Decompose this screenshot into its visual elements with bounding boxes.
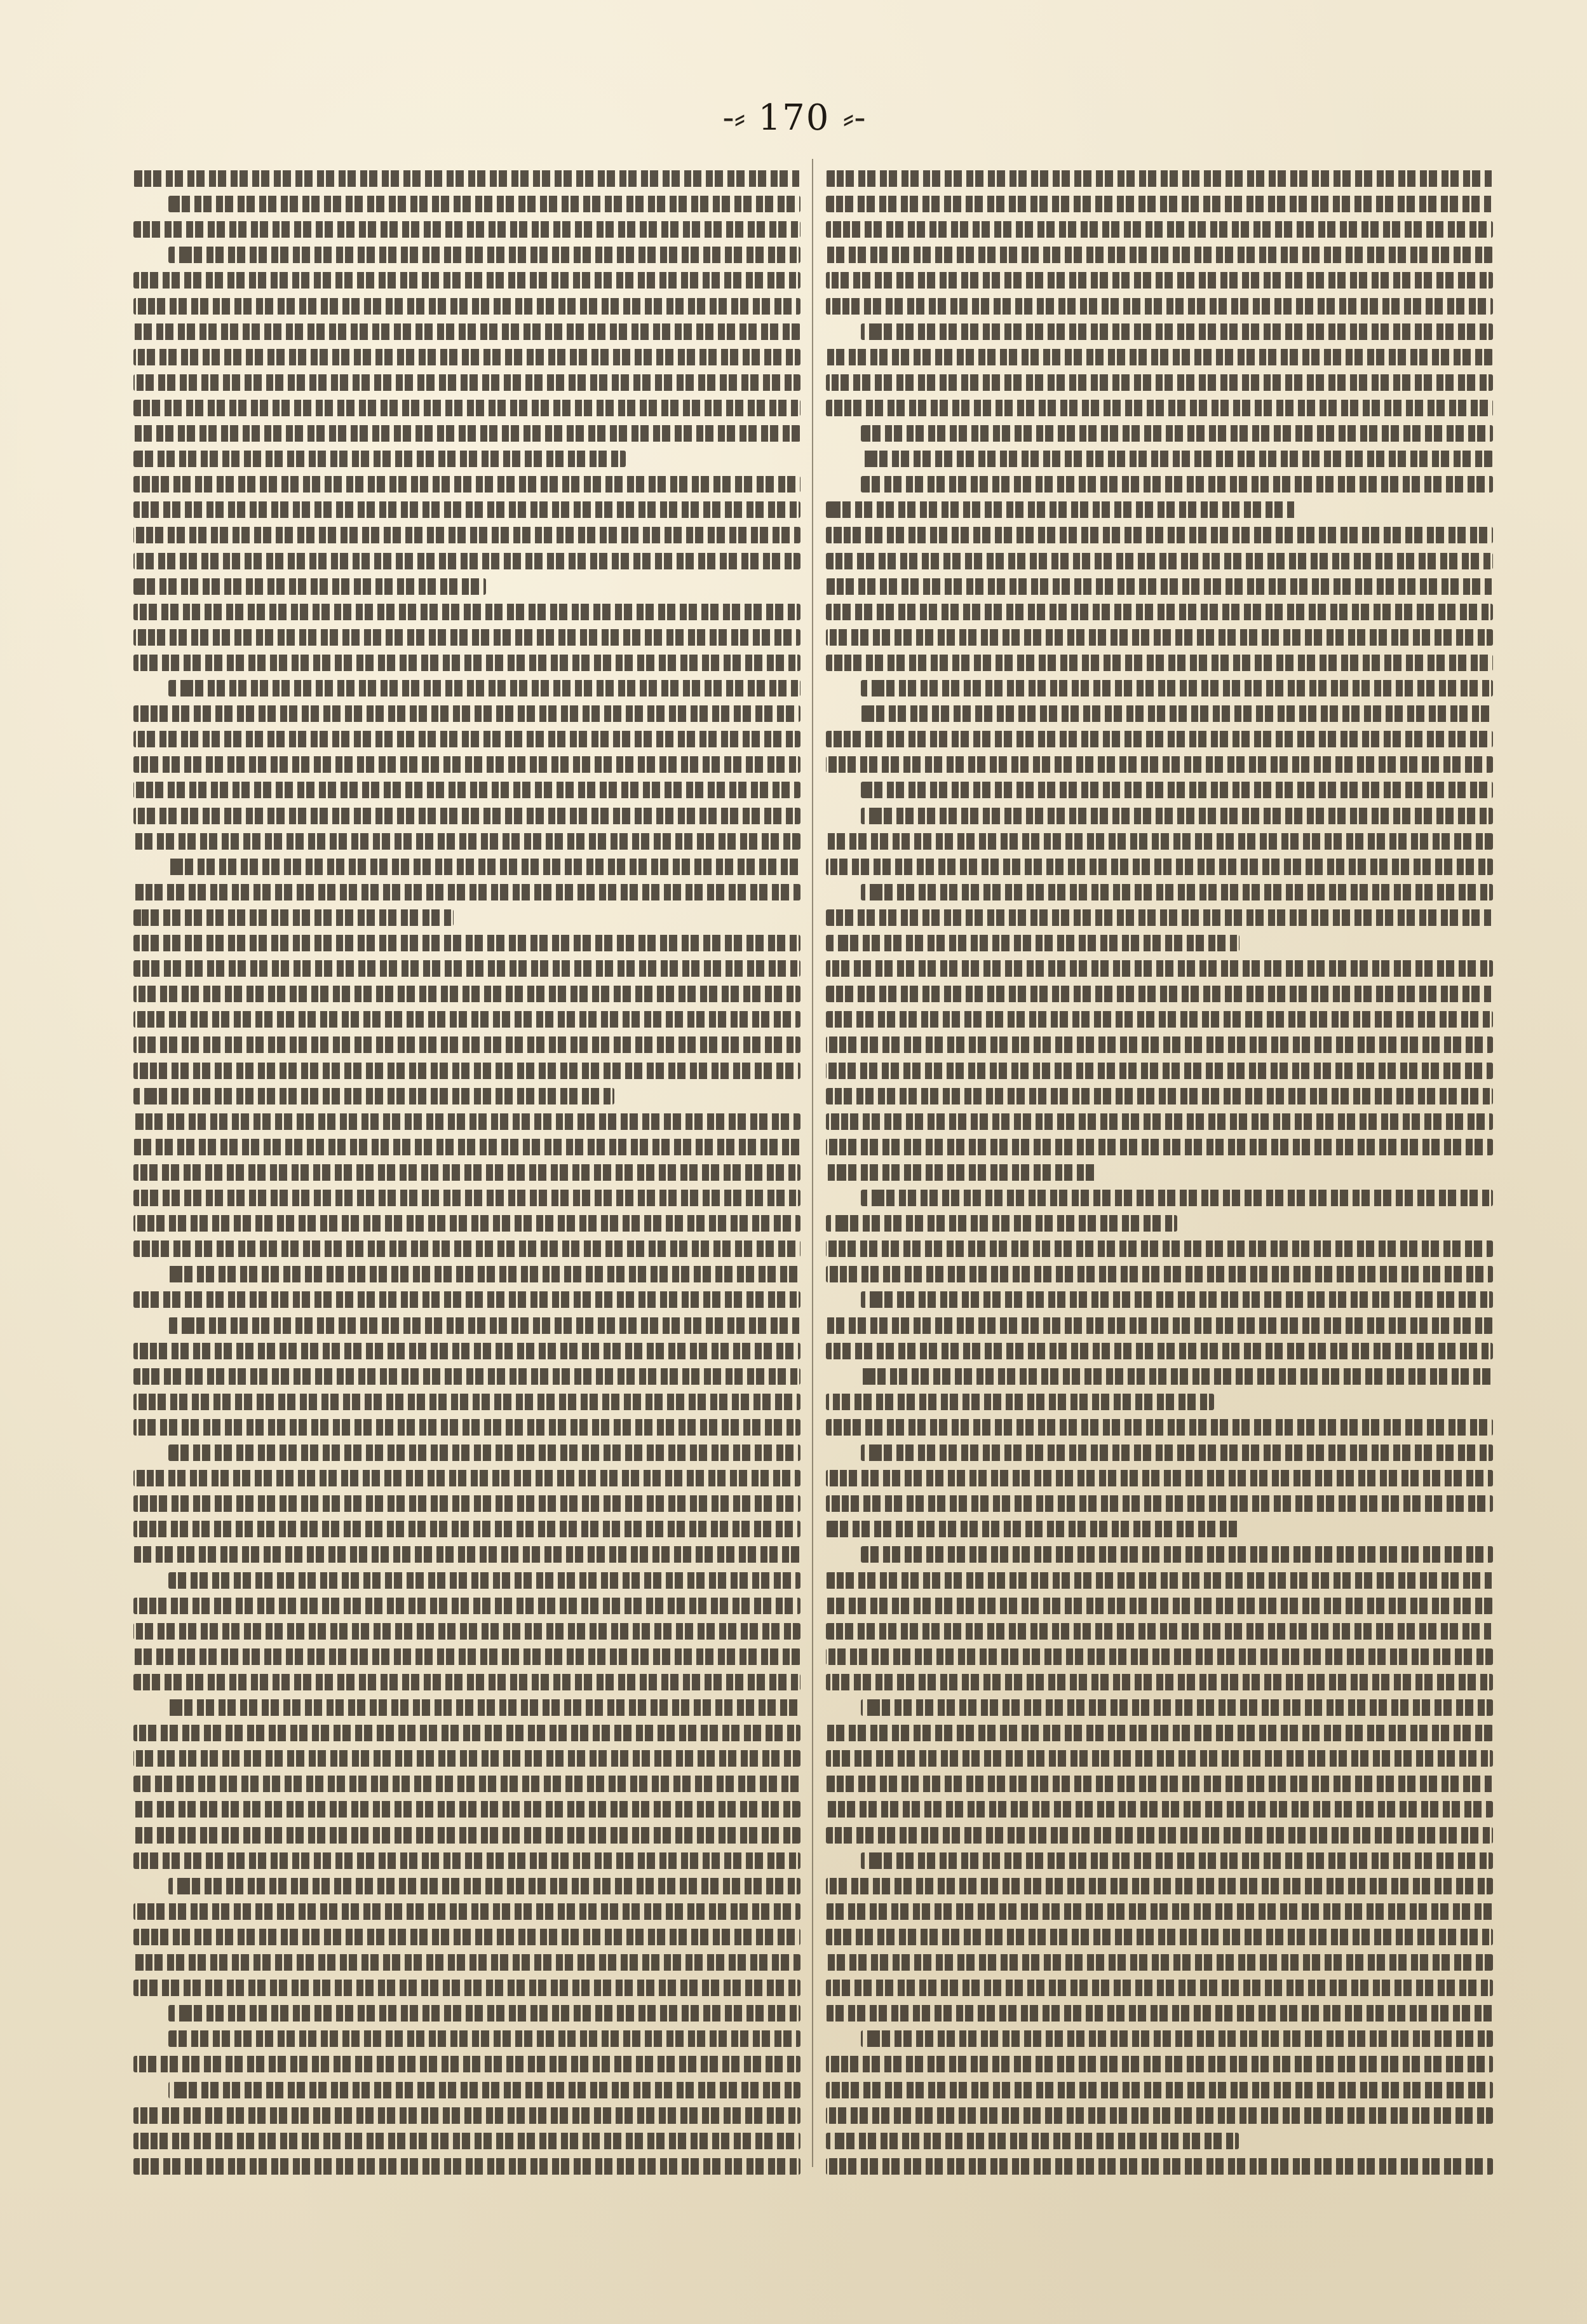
text-line <box>133 1215 800 1232</box>
text-line <box>861 2030 1493 2047</box>
text-line <box>133 986 800 1002</box>
text-line <box>168 859 800 875</box>
text-line <box>133 425 800 442</box>
text-line <box>133 553 800 569</box>
text-line <box>133 705 800 722</box>
text-line <box>861 323 1493 340</box>
text-line <box>826 1648 1493 1665</box>
text-line <box>133 1368 800 1385</box>
text-line <box>826 1801 1493 1818</box>
text-line <box>861 1852 1493 1869</box>
text-line <box>826 1215 1177 1232</box>
text-line <box>133 1827 800 1844</box>
text-line <box>133 833 800 850</box>
text-line <box>133 1648 800 1665</box>
text-line <box>168 2005 800 2022</box>
text-line <box>826 272 1493 289</box>
header-ornament-left: -⸗ <box>722 97 746 137</box>
text-line <box>826 1088 1493 1104</box>
text-line <box>133 400 800 416</box>
text-line <box>133 1750 800 1767</box>
text-line <box>826 2133 1239 2149</box>
text-line <box>826 1394 1214 1410</box>
text-line <box>133 1139 800 1155</box>
text-line <box>861 1291 1493 1308</box>
text-line <box>826 2005 1493 2022</box>
text-line <box>826 731 1493 747</box>
text-line <box>826 629 1493 646</box>
text-line <box>133 1343 800 1359</box>
text-line <box>861 1444 1493 1461</box>
text-line <box>861 425 1493 442</box>
text-line <box>861 808 1493 824</box>
text-line <box>826 1164 1097 1181</box>
text-line <box>133 2158 800 2175</box>
text-line <box>826 1495 1493 1512</box>
header-ornament-right: ⸗- <box>842 97 866 137</box>
text-line <box>826 2158 1493 2175</box>
text-line <box>133 2056 800 2072</box>
text-line <box>826 1419 1493 1436</box>
text-line <box>861 1546 1493 1563</box>
text-line <box>133 1036 800 1053</box>
text-line <box>861 782 1493 798</box>
text-line <box>133 1903 800 1920</box>
text-line <box>133 451 626 467</box>
text-line <box>826 1036 1493 1053</box>
text-line <box>861 1190 1493 1206</box>
text-line <box>133 323 800 340</box>
text-line <box>826 501 1296 518</box>
text-line <box>133 527 800 543</box>
text-line <box>826 1980 1493 1996</box>
text-line <box>826 400 1493 416</box>
text-line <box>168 1317 800 1334</box>
text-line <box>826 221 1493 238</box>
text-line <box>861 476 1493 493</box>
text-line <box>133 1674 800 1690</box>
text-line <box>861 884 1493 900</box>
text-line <box>133 2107 800 2124</box>
text-line <box>133 374 800 391</box>
text-line <box>133 578 486 595</box>
text-line <box>133 1011 800 1028</box>
text-line <box>826 1929 1493 1945</box>
text-line <box>133 272 800 289</box>
text-line <box>168 680 800 697</box>
text-line <box>133 2133 800 2149</box>
text-line <box>133 1725 800 1741</box>
text-line <box>133 1598 800 1614</box>
text-line <box>826 1317 1493 1334</box>
text-line <box>826 1521 1241 1537</box>
text-line <box>133 960 800 977</box>
text-line <box>861 451 1493 467</box>
text-line <box>133 1394 800 1410</box>
text-line <box>861 1699 1493 1716</box>
text-line <box>133 170 800 187</box>
text-line <box>133 935 800 951</box>
text-line <box>826 1954 1493 1971</box>
page-number: 170 <box>758 97 830 139</box>
text-line <box>826 247 1493 263</box>
text-line <box>826 1011 1493 1028</box>
text-line <box>133 731 800 747</box>
text-line <box>826 1470 1493 1486</box>
text-line <box>826 1623 1493 1640</box>
text-line <box>133 1546 800 1563</box>
text-line <box>826 655 1493 671</box>
text-line <box>133 909 454 926</box>
text-line <box>826 1139 1493 1155</box>
text-line <box>168 2082 800 2098</box>
text-line <box>826 1903 1493 1920</box>
text-line <box>133 655 800 671</box>
text-line <box>133 1164 800 1181</box>
text-line <box>826 1266 1493 1282</box>
text-line <box>826 1674 1493 1690</box>
text-line <box>133 756 800 773</box>
text-line <box>826 833 1493 850</box>
text-line <box>133 1240 800 1257</box>
text-line <box>826 578 1493 595</box>
text-line <box>826 2082 1493 2098</box>
text-line <box>133 1495 800 1512</box>
text-line <box>133 298 800 315</box>
text-line <box>826 859 1493 875</box>
text-line <box>133 1980 800 1996</box>
text-line <box>826 1725 1493 1741</box>
text-line <box>133 1291 800 1308</box>
text-line <box>133 1954 800 1971</box>
text-line <box>133 1801 800 1818</box>
text-line <box>826 1343 1493 1359</box>
text-line <box>133 221 800 238</box>
text-line <box>133 1852 800 1869</box>
text-line <box>168 247 800 263</box>
text-line <box>826 349 1493 365</box>
text-line <box>826 196 1493 212</box>
text-line <box>826 1827 1493 1844</box>
text-line <box>133 884 800 900</box>
text-line <box>826 1598 1493 1614</box>
text-line <box>168 1444 800 1461</box>
text-line <box>826 553 1493 569</box>
text-line <box>826 170 1493 187</box>
text-line <box>826 960 1493 977</box>
text-line <box>133 501 800 518</box>
text-line <box>826 935 1239 951</box>
text-line <box>133 1623 800 1640</box>
text-line <box>826 986 1493 1002</box>
text-line <box>133 1419 800 1436</box>
text-line <box>133 476 800 493</box>
text-line <box>826 2107 1493 2124</box>
text-line <box>133 1190 800 1206</box>
text-line <box>133 1088 614 1104</box>
column-rule <box>812 159 813 2167</box>
text-line <box>133 1521 800 1537</box>
text-line <box>168 1878 800 1894</box>
text-line <box>826 2056 1493 2072</box>
text-line <box>133 1063 800 1079</box>
text-line <box>861 705 1493 722</box>
text-line <box>826 374 1493 391</box>
page-header <box>699 89 889 146</box>
text-line <box>861 680 1493 697</box>
text-line <box>168 1572 800 1589</box>
text-line <box>826 1063 1493 1079</box>
text-line <box>133 1113 800 1130</box>
text-line <box>133 1470 800 1486</box>
text-line <box>861 1368 1493 1385</box>
text-line <box>826 527 1493 543</box>
text-line <box>133 808 800 824</box>
text-line <box>133 349 800 365</box>
text-line <box>168 196 800 212</box>
text-line <box>826 756 1493 773</box>
text-line <box>133 629 800 646</box>
text-line <box>826 1776 1493 1792</box>
text-line <box>168 2030 800 2047</box>
text-line <box>826 604 1493 620</box>
text-line <box>133 604 800 620</box>
text-line <box>133 1776 800 1792</box>
text-line <box>168 1699 800 1716</box>
text-line <box>826 1750 1493 1767</box>
text-line <box>826 1240 1493 1257</box>
text-line <box>826 298 1493 315</box>
text-line <box>826 1572 1493 1589</box>
text-line <box>826 1878 1493 1894</box>
text-line <box>168 1266 800 1282</box>
text-line <box>826 909 1493 926</box>
text-line <box>826 1113 1493 1130</box>
text-line <box>133 1929 800 1945</box>
text-line <box>133 782 800 798</box>
